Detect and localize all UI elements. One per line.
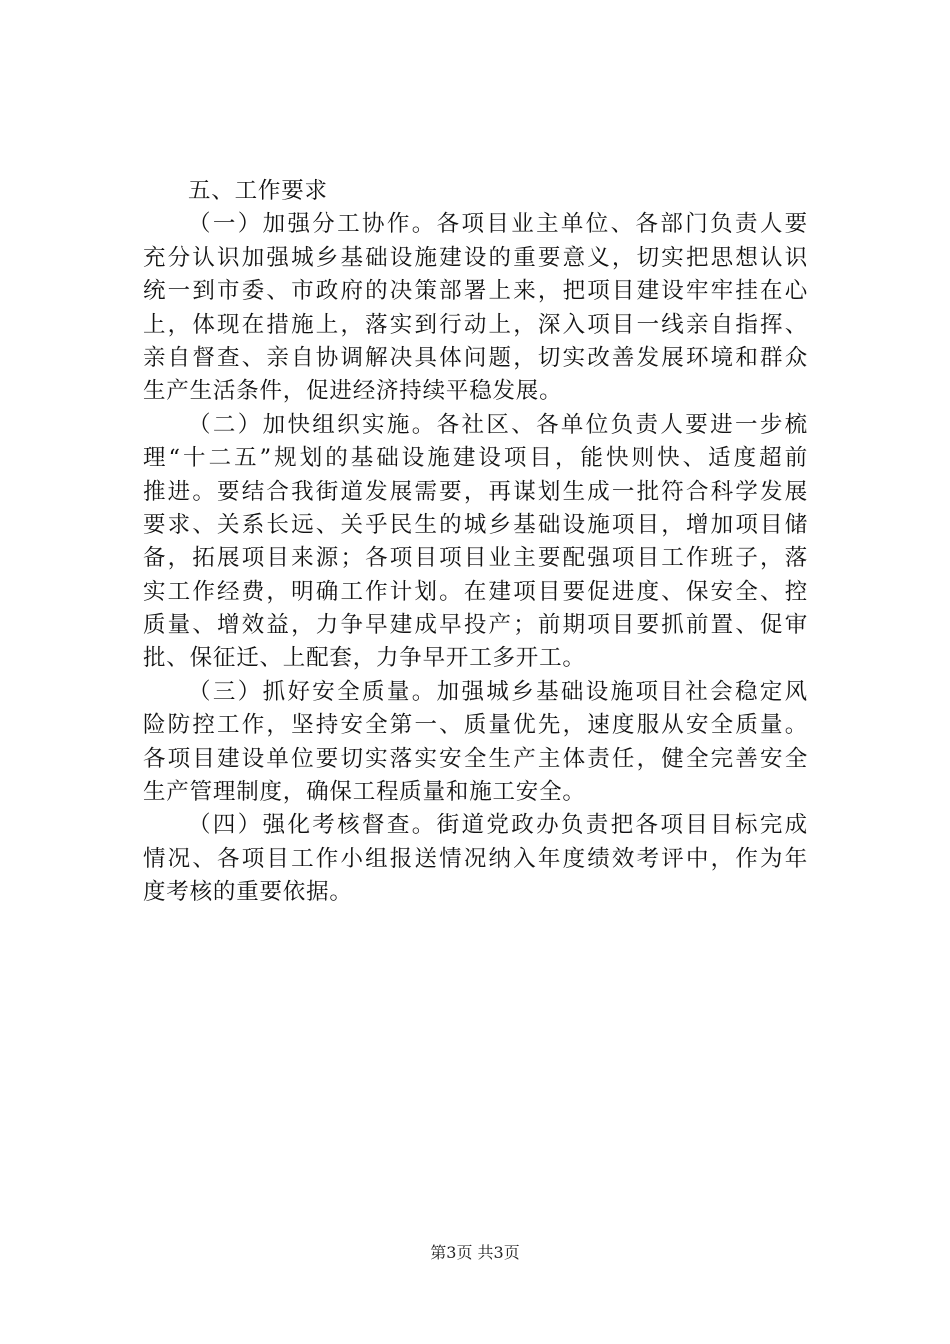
paragraph-1-line: 统一到市委、市政府的决策部署上来，把项目建设牢牢挂在心 [143,278,808,305]
paragraph-4-line: 情况、各项目工作小组报送情况纳入年度绩效考评中，作为年 [143,845,808,872]
paragraph-1-line: 生产生活条件，促进经济持续平稳发展。 [143,378,563,405]
section-heading: 五、工作要求 [188,178,328,204]
paragraph-3-line: 险防控工作，坚持安全第一、质量优先，速度服从安全质量。 [143,712,808,739]
paragraph-2-line: （二）加快组织实施。各社区、各单位负责人要进一步梳 [188,411,808,438]
paragraph-2-line: 推进。要结合我街道发展需要，再谋划生成一批符合科学发展 [143,478,808,505]
paragraph-2-line: 实工作经费，明确工作计划。在建项目要促进度、保安全、控 [143,578,808,605]
paragraph-3-line: （三）抓好安全质量。加强城乡基础设施项目社会稳定风 [188,678,808,705]
paragraph-3-line: 生产管理制度，确保工程质量和施工安全。 [143,779,586,806]
paragraph-2-line: 批、保征迁、上配套，力争早开工多开工。 [143,645,586,672]
paragraph-4-line: （四）强化考核督查。街道党政办负责把各项目目标完成 [188,812,808,839]
paragraph-2-line: 备，拓展项目来源；各项目项目业主要配强项目工作班子，落 [143,545,808,572]
paragraph-1-line: 上，体现在措施上，落实到行动上，深入项目一线亲自指挥、 [143,311,808,338]
paragraph-2-line: 质量、增效益，力争早建成早投产；前期项目要抓前置、促审 [143,612,808,639]
paragraph-1-line: （一）加强分工协作。各项目业主单位、各部门负责人要 [188,211,808,238]
paragraph-1-line: 充分认识加强城乡基础设施建设的重要意义，切实把思想认识 [143,244,808,271]
paragraph-3-line: 各项目建设单位要切实落实安全生产主体责任，健全完善安全 [143,745,808,772]
page-number-footer: 第3页 共3页 [430,1243,520,1262]
document-body [143,175,808,910]
paragraph-2-line: 要求、关系长远、关乎民生的城乡基础设施项目，增加项目储 [143,511,808,538]
paragraph-4-line: 度考核的重要依据。 [143,879,353,906]
paragraph-2-line: 理“十二五”规划的基础设施建设项目，能快则快、适度超前 [143,445,808,472]
paragraph-1-line: 亲自督查、亲自协调解决具体问题，切实改善发展环境和群众 [143,344,808,371]
